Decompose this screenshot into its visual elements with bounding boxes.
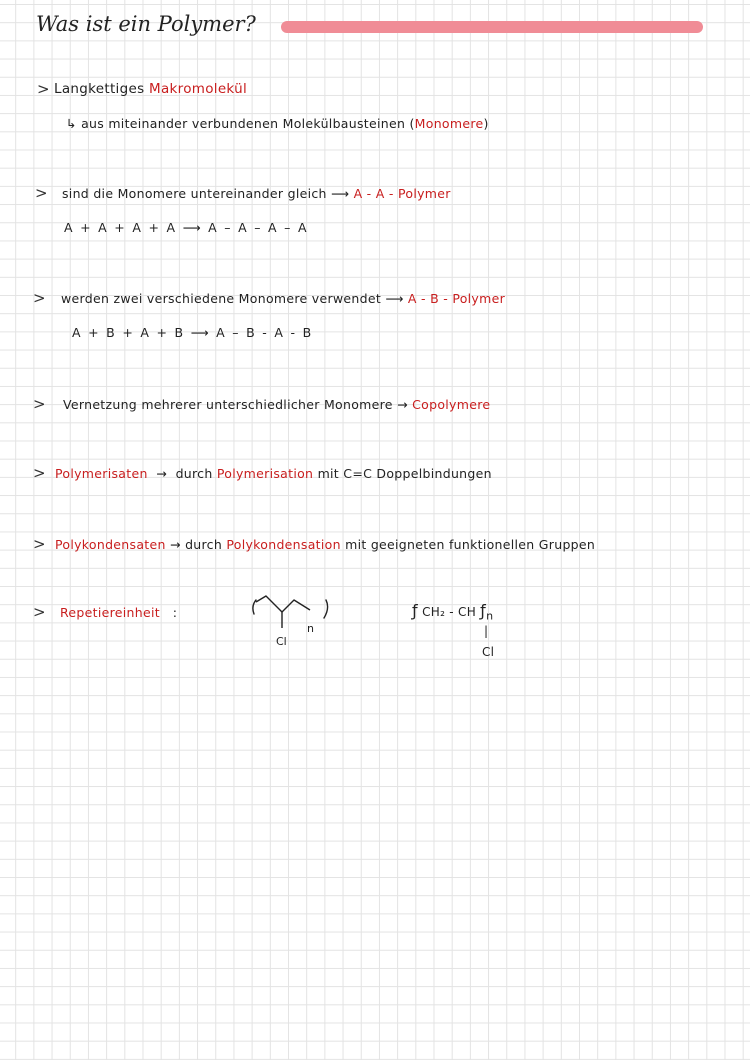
monomere-highlight: Monomere — [414, 116, 484, 131]
item-ab-polymer — [61, 291, 505, 306]
aa-polymer-highlight: A - A - Polymer — [353, 186, 451, 201]
item-makromolekuel — [54, 81, 247, 97]
polykondensation-highlight: Polykondensation — [226, 537, 341, 552]
formula-main: CH₂ - CH — [422, 605, 477, 619]
right-arrow-icon: ⟶ — [385, 291, 404, 306]
formula-cl: Cl — [482, 645, 495, 659]
bullet-marker: > — [33, 535, 46, 553]
formula-n: n — [486, 609, 494, 623]
bullet-marker: > — [37, 80, 50, 98]
makromolekuel-subclose: ) — [483, 116, 489, 131]
bullet-marker: > — [33, 464, 46, 482]
page-title: Was ist ein Polymer? — [36, 12, 256, 36]
bullet-marker: > — [33, 289, 46, 307]
skeletal-n-label: n — [307, 622, 314, 635]
polykondensate-highlight: Polykondensaten — [55, 537, 166, 552]
polymerisate-text2: mit C=C Doppelbindungen — [317, 466, 492, 481]
item-aa-polymer — [62, 186, 451, 201]
item-copolymer — [63, 397, 490, 412]
bullet-marker: > — [35, 184, 48, 202]
right-arrow-icon: → — [397, 397, 408, 412]
skeletal-bond-start — [256, 596, 266, 602]
item-repetiereinheit — [60, 605, 177, 620]
ab-polymer-equation: A + B + A + B ⟶ A – B - A - B — [72, 325, 312, 340]
aa-polymer-equation: A + A + A + A ⟶ A – A – A – A — [64, 220, 307, 235]
copolymer-highlight: Copolymere — [412, 397, 491, 412]
sub-arrow-icon: ↳ — [66, 116, 77, 131]
item-polykondensate — [55, 537, 595, 552]
polykondensate-text1: durch — [185, 537, 223, 552]
makromolekuel-text: Langkettiges — [54, 81, 145, 97]
item-polymerisate — [55, 466, 492, 481]
condensed-formula — [412, 601, 493, 622]
copolymer-text: Vernetzung mehrerer unterschiedlicher Monomere — [63, 397, 393, 412]
skeletal-bonds — [253, 596, 328, 618]
right-arrow-icon: → — [170, 537, 181, 552]
bullet-marker: > — [33, 395, 46, 413]
makromolekuel-subline — [66, 116, 489, 131]
makromolekuel-highlight: Makromolekül — [149, 81, 248, 97]
makromolekuel-subtext: aus miteinander verbundenen Molekülbausteinen ( — [81, 116, 415, 131]
aa-polymer-text: sind die Monomere untereinander gleich — [62, 186, 327, 201]
ab-polymer-highlight: A - B - Polymer — [407, 291, 506, 306]
ab-polymer-text: werden zwei verschiedene Monomere verwendet — [61, 291, 382, 306]
polymerisation-highlight: Polymerisation — [216, 466, 314, 481]
polymerisate-text1: durch — [175, 466, 213, 481]
formula-bond: | — [484, 624, 489, 638]
title-highlight-bar — [281, 21, 703, 33]
polymerisate-highlight: Polymerisaten — [55, 466, 148, 481]
skeletal-bond-end — [294, 600, 310, 610]
skeletal-cl-label: Cl — [276, 635, 287, 648]
repetiereinheit-colon: : — [172, 605, 178, 620]
repetiereinheit-highlight: Repetiereinheit — [60, 605, 160, 620]
right-arrow-icon: → — [156, 466, 168, 481]
formula-close-bracket: ƒ — [480, 601, 487, 620]
formula-open-bracket: ƒ — [412, 601, 418, 620]
skeletal-formula — [240, 588, 340, 658]
bullet-marker: > — [33, 603, 46, 621]
polykondensate-text2: mit geeigneten funktionellen Gruppen — [345, 537, 596, 552]
right-arrow-icon: ⟶ — [331, 186, 350, 201]
